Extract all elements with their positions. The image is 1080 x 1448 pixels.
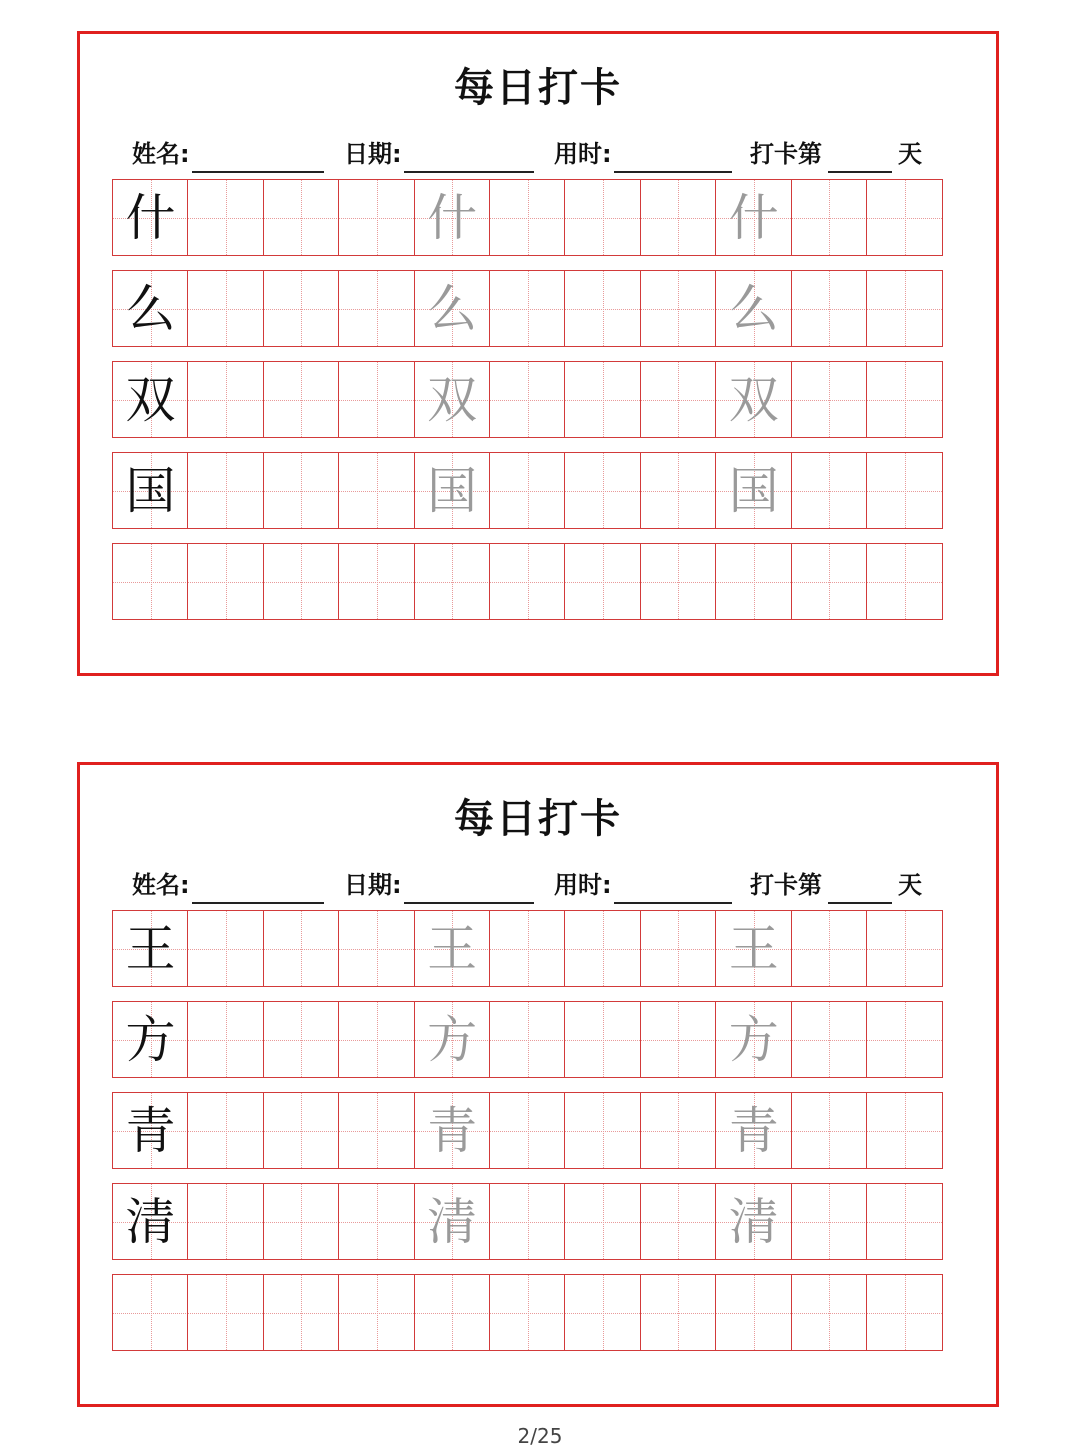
grid-cell[interactable] [112, 1183, 189, 1260]
practice-row [112, 1274, 967, 1351]
grid-cell[interactable] [112, 1092, 189, 1169]
grid-cell[interactable] [791, 910, 868, 987]
trace-character: 国 [728, 461, 779, 520]
time-label: 用时: [554, 140, 612, 168]
day-blank[interactable] [828, 171, 892, 173]
info-row [80, 134, 996, 174]
date-blank[interactable] [404, 171, 534, 173]
trace-character: 清 [728, 1192, 779, 1251]
practice-row [112, 452, 967, 529]
grid-cell[interactable] [263, 543, 340, 620]
trace-character: 方 [728, 1010, 779, 1069]
model-character: 青 [125, 1101, 176, 1160]
practice-row [112, 910, 967, 987]
checkin-sheet-2 [77, 762, 999, 1407]
grid-cell[interactable] [715, 543, 792, 620]
name-label: 姓名: [132, 871, 190, 899]
grid-cell[interactable] [338, 270, 415, 347]
trace-character: 青 [427, 1101, 478, 1160]
checkin-sheet-1 [77, 31, 999, 676]
name-label: 姓名: [132, 140, 190, 168]
grid-cell[interactable] [338, 543, 415, 620]
time-label: 用时: [554, 871, 612, 899]
trace-character: 么 [427, 279, 478, 338]
grid-cell[interactable] [715, 361, 792, 438]
grid-cell[interactable] [263, 1183, 340, 1260]
grid-cell[interactable] [489, 543, 566, 620]
page-number: 2/25 [517, 1424, 563, 1448]
grid-cell[interactable] [489, 361, 566, 438]
grid-cell[interactable] [564, 1183, 641, 1260]
grid-cell[interactable] [564, 270, 641, 347]
grid-cell[interactable] [715, 1274, 792, 1351]
grid-cell[interactable] [187, 1092, 264, 1169]
grid-cell[interactable] [414, 1092, 491, 1169]
grid-cell[interactable] [112, 270, 189, 347]
grid-cell[interactable] [715, 1092, 792, 1169]
grid-cell[interactable] [414, 452, 491, 529]
trace-character: 王 [728, 919, 779, 978]
grid-cell[interactable] [866, 452, 943, 529]
grid-cell[interactable] [338, 910, 415, 987]
grid-cell[interactable] [489, 1092, 566, 1169]
day-prefix-label: 打卡第 [750, 871, 822, 899]
grid-cell[interactable] [414, 179, 491, 256]
date-label: 日期: [344, 140, 402, 168]
grid-cell[interactable] [263, 910, 340, 987]
trace-character: 什 [427, 188, 478, 247]
grid-cell[interactable] [715, 179, 792, 256]
grid-cell[interactable] [640, 910, 717, 987]
grid-cell[interactable] [414, 543, 491, 620]
grid-cell[interactable] [112, 452, 189, 529]
grid-cell[interactable] [112, 543, 189, 620]
grid-cell[interactable] [112, 1274, 189, 1351]
grid-cell[interactable] [112, 1001, 189, 1078]
model-character: 方 [125, 1010, 176, 1069]
grid-cell[interactable] [112, 910, 189, 987]
grid-cell[interactable] [564, 361, 641, 438]
grid-cell[interactable] [338, 1183, 415, 1260]
model-character: 国 [125, 461, 176, 520]
grid-cell[interactable] [715, 1183, 792, 1260]
name-blank[interactable] [192, 902, 324, 904]
grid-cell[interactable] [263, 361, 340, 438]
grid-cell[interactable] [187, 452, 264, 529]
practice-row [112, 1183, 967, 1260]
grid-cell[interactable] [263, 1274, 340, 1351]
grid-cell[interactable] [338, 361, 415, 438]
grid-cell[interactable] [414, 1001, 491, 1078]
grid-cell[interactable] [414, 270, 491, 347]
grid-cell[interactable] [715, 1001, 792, 1078]
grid-cell[interactable] [489, 452, 566, 529]
grid-cell[interactable] [791, 361, 868, 438]
grid-cell[interactable] [187, 1001, 264, 1078]
practice-row [112, 1001, 967, 1078]
grid-cell[interactable] [715, 270, 792, 347]
grid-cell[interactable] [791, 452, 868, 529]
grid-cell[interactable] [791, 1274, 868, 1351]
grid-cell[interactable] [263, 1092, 340, 1169]
grid-cell[interactable] [640, 1001, 717, 1078]
grid-cell[interactable] [791, 1183, 868, 1260]
time-blank[interactable] [614, 902, 732, 904]
grid-cell[interactable] [640, 452, 717, 529]
grid-cell[interactable] [187, 361, 264, 438]
day-blank[interactable] [828, 902, 892, 904]
practice-row [112, 270, 967, 347]
grid-cell[interactable] [640, 1183, 717, 1260]
day-prefix-label: 打卡第 [750, 140, 822, 168]
grid-cell[interactable] [866, 1001, 943, 1078]
grid-cell[interactable] [414, 1274, 491, 1351]
grid-cell[interactable] [338, 1001, 415, 1078]
grid-cell[interactable] [564, 179, 641, 256]
grid-cell[interactable] [791, 270, 868, 347]
grid-cell[interactable] [640, 179, 717, 256]
grid-cell[interactable] [564, 452, 641, 529]
grid-cell[interactable] [866, 179, 943, 256]
grid-cell[interactable] [564, 1274, 641, 1351]
grid-cell[interactable] [414, 361, 491, 438]
grid-cell[interactable] [338, 179, 415, 256]
grid-cell[interactable] [187, 179, 264, 256]
grid-cell[interactable] [263, 452, 340, 529]
trace-character: 清 [427, 1192, 478, 1251]
grid-cell[interactable] [866, 1274, 943, 1351]
grid-cell[interactable] [489, 270, 566, 347]
grid-cell[interactable] [791, 1092, 868, 1169]
model-character: 么 [125, 279, 176, 338]
grid-cell[interactable] [414, 910, 491, 987]
grid-cell[interactable] [640, 1274, 717, 1351]
grid-cell[interactable] [112, 179, 189, 256]
grid-cell[interactable] [640, 1092, 717, 1169]
grid-cell[interactable] [866, 270, 943, 347]
grid-cell[interactable] [187, 910, 264, 987]
info-row [80, 865, 996, 905]
grid-cell[interactable] [489, 179, 566, 256]
grid-cell[interactable] [263, 1001, 340, 1078]
sheet-title: 每日打卡 [454, 796, 622, 842]
trace-character: 国 [427, 461, 478, 520]
grid-cell[interactable] [263, 179, 340, 256]
model-character: 王 [125, 919, 176, 978]
grid-cell[interactable] [489, 1001, 566, 1078]
trace-character: 双 [427, 370, 478, 429]
grid-cell[interactable] [866, 543, 943, 620]
practice-row [112, 543, 967, 620]
practice-row [112, 179, 967, 256]
grid-cell[interactable] [338, 1092, 415, 1169]
grid-cell[interactable] [489, 1274, 566, 1351]
grid-cell[interactable] [338, 452, 415, 529]
grid-cell[interactable] [338, 1274, 415, 1351]
grid-cell[interactable] [866, 361, 943, 438]
grid-cell[interactable] [791, 1001, 868, 1078]
grid-cell[interactable] [414, 1183, 491, 1260]
time-blank[interactable] [614, 171, 732, 173]
grid-cell[interactable] [640, 543, 717, 620]
name-blank[interactable] [192, 171, 324, 173]
practice-row [112, 1092, 967, 1169]
day-suffix-label: 天 [898, 140, 922, 168]
grid-cell[interactable] [715, 452, 792, 529]
grid-cell[interactable] [187, 1274, 264, 1351]
grid-cell[interactable] [187, 270, 264, 347]
grid-cell[interactable] [791, 179, 868, 256]
trace-character: 王 [427, 919, 478, 978]
grid-cell[interactable] [112, 361, 189, 438]
grid-cell[interactable] [187, 1183, 264, 1260]
model-character: 什 [125, 188, 176, 247]
grid-cell[interactable] [640, 270, 717, 347]
grid-cell[interactable] [489, 910, 566, 987]
practice-row [112, 361, 967, 438]
trace-character: 双 [728, 370, 779, 429]
model-character: 清 [125, 1192, 176, 1251]
trace-character: 么 [728, 279, 779, 338]
trace-character: 什 [728, 188, 779, 247]
grid-cell[interactable] [791, 543, 868, 620]
date-blank[interactable] [404, 902, 534, 904]
grid-cell[interactable] [564, 543, 641, 620]
date-label: 日期: [344, 871, 402, 899]
grid-cell[interactable] [715, 910, 792, 987]
grid-cell[interactable] [263, 270, 340, 347]
model-character: 双 [125, 370, 176, 429]
grid-cell[interactable] [866, 910, 943, 987]
grid-cell[interactable] [564, 910, 641, 987]
trace-character: 方 [427, 1010, 478, 1069]
trace-character: 青 [728, 1101, 779, 1160]
grid-cell[interactable] [187, 543, 264, 620]
grid-cell[interactable] [564, 1001, 641, 1078]
grid-cell[interactable] [564, 1092, 641, 1169]
day-suffix-label: 天 [898, 871, 922, 899]
grid-cell[interactable] [866, 1092, 943, 1169]
grid-cell[interactable] [640, 361, 717, 438]
grid-cell[interactable] [489, 1183, 566, 1260]
sheet-title: 每日打卡 [454, 65, 622, 111]
grid-cell[interactable] [866, 1183, 943, 1260]
